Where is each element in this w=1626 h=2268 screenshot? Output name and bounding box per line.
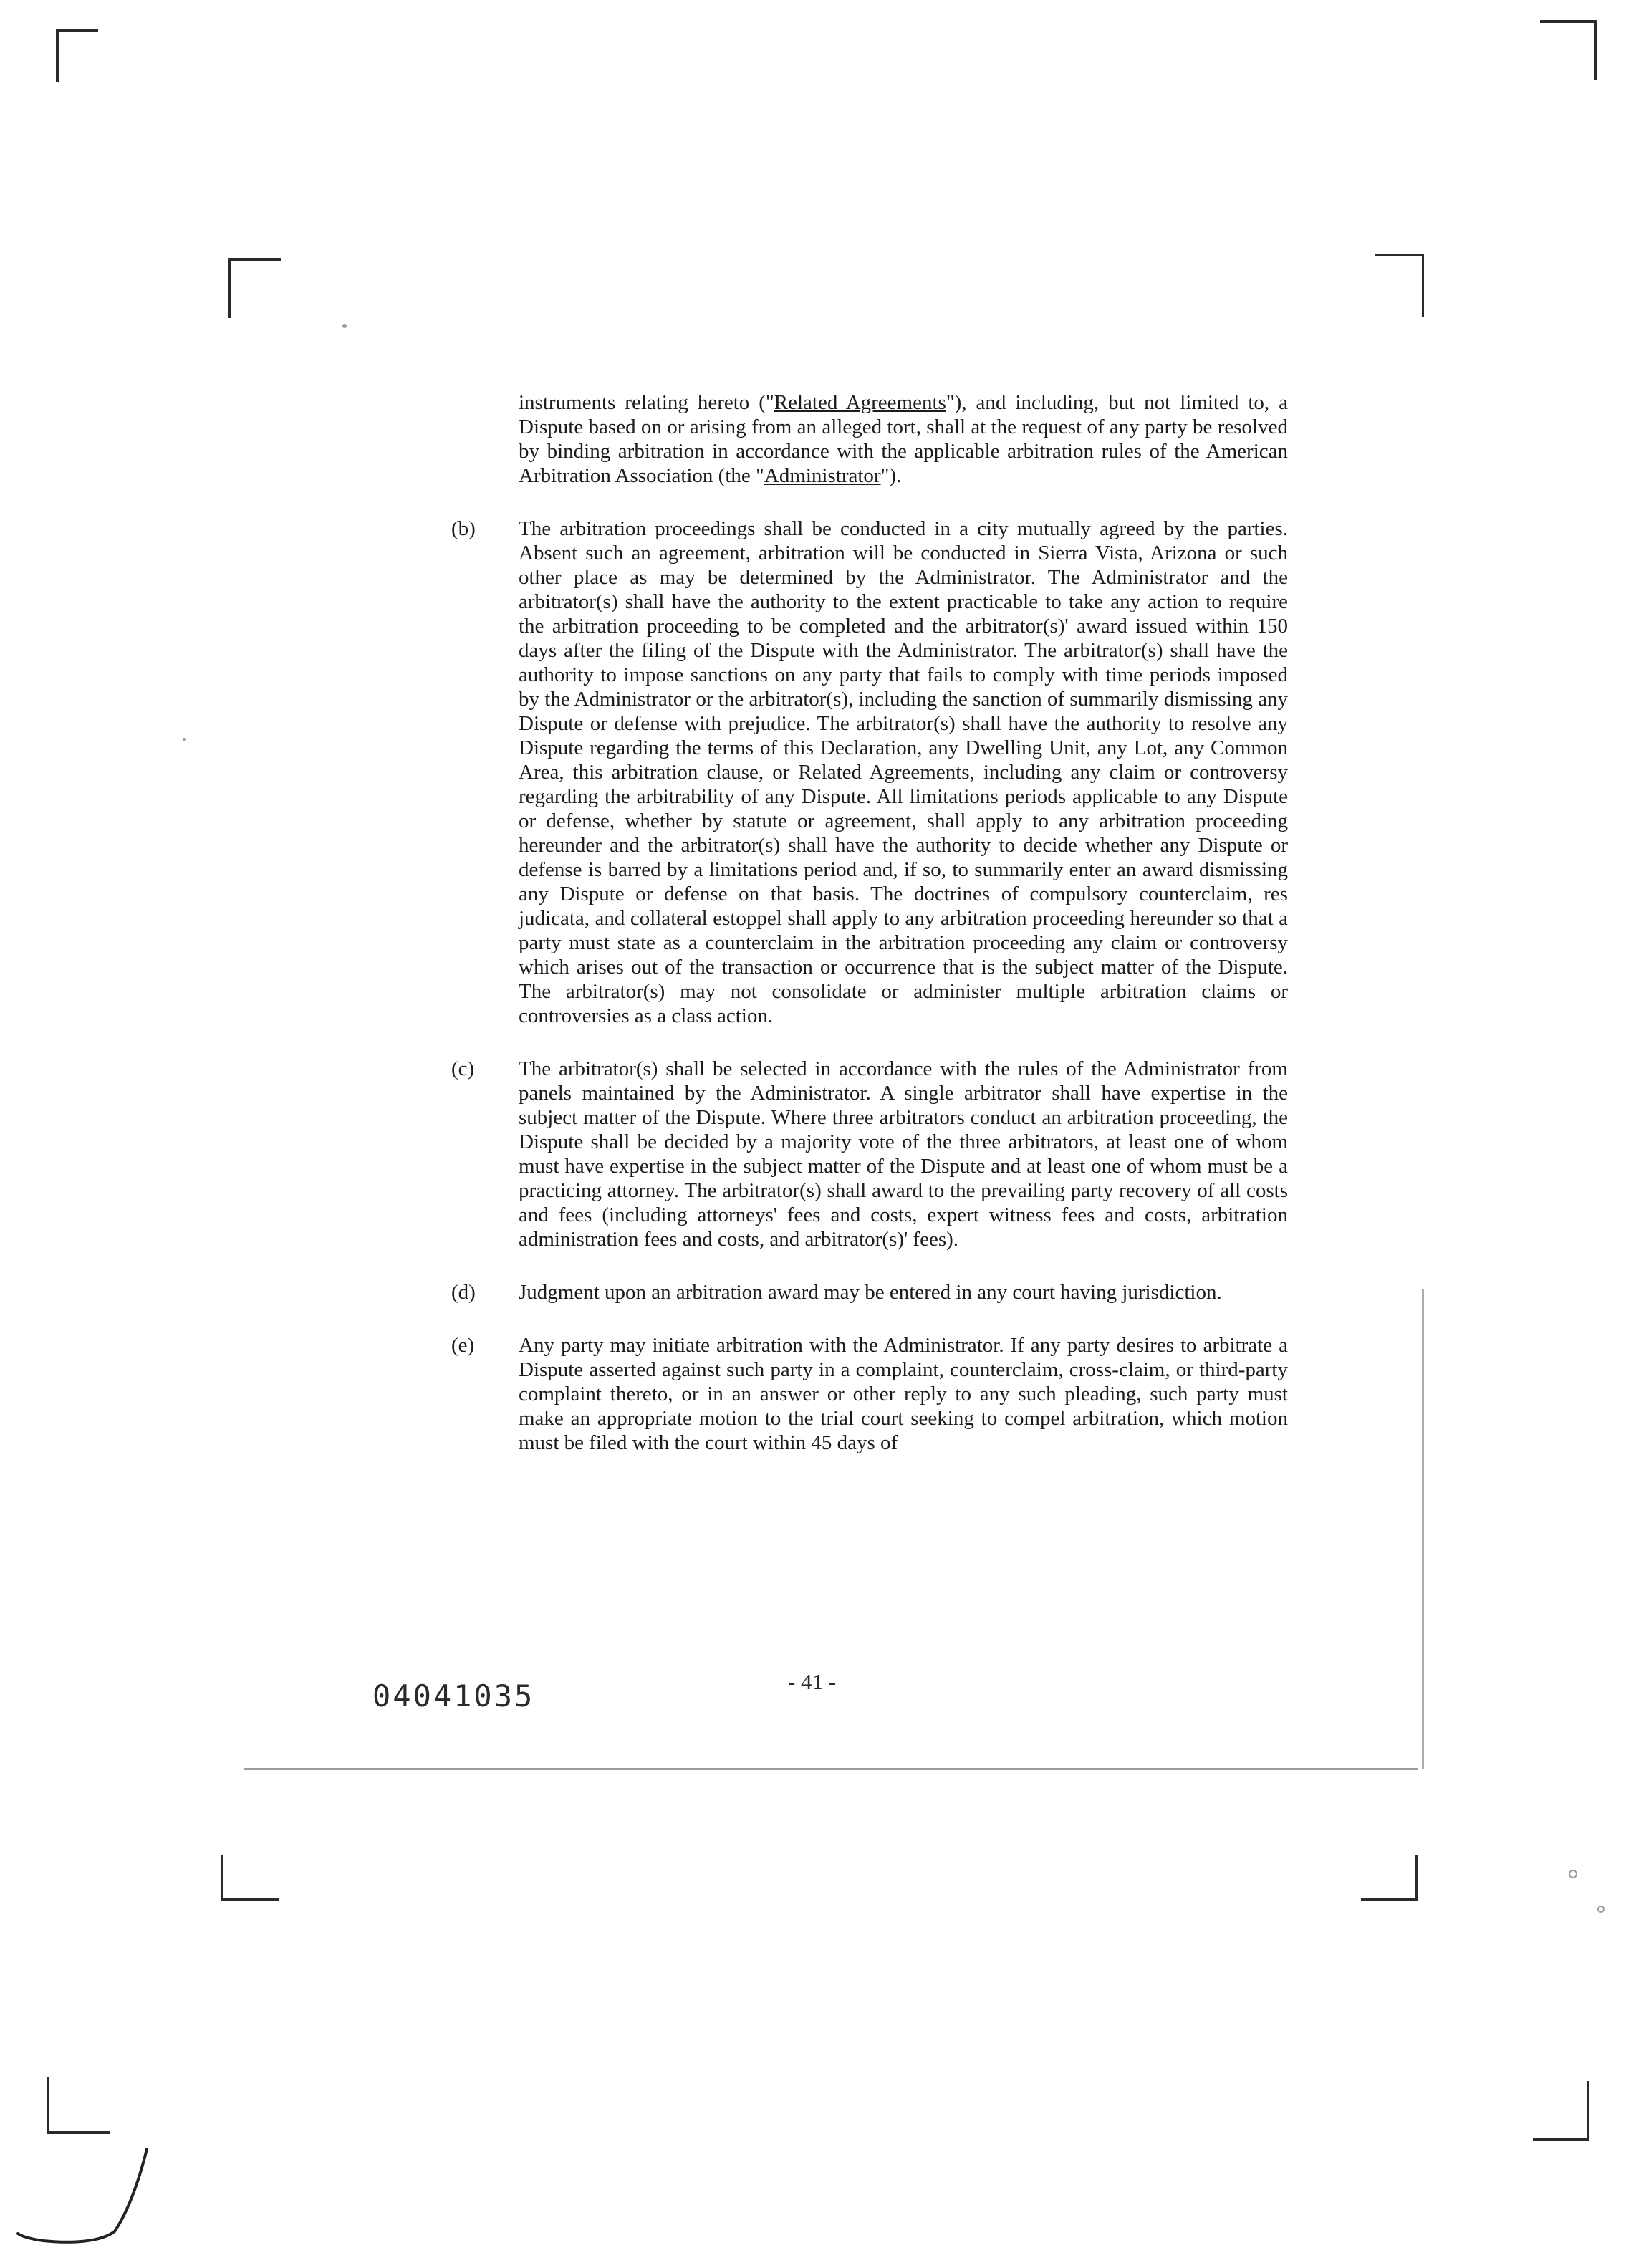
scan-speck (183, 738, 186, 741)
clause-item (444, 516, 1288, 1028)
clause-text: The arbitration proceedings shall be conducted in a city mutually agreed by the parties. Absent such an agreement, arbitration will be conducted in Sierra Vista, Arizona or such other place as may be determined by the Administrator. The Administrator and the arbitrator(s) shall have the authority to the extent practicable to take any action to require the arbitration proceeding to be completed and the arbitrator(s)' award issued within 150 days after the filing of the Dispute with the Administrator. The arbitrator(s) shall have the authority to impose sanctions on any party that fails to comply with time periods imposed by the Administrator or the arbitrator(s), including the sanction of summarily dismissing any Dispute or defense with prejudice. The arbitrator(s) shall have the authority to resolve any Dispute regarding the terms of this Declaration, any Dwelling Unit, any Lot, any Common Area, this arbitration clause, or Related Agreements, including any claim or controversy regarding the arbitrability of any Dispute. All limitations periods applicable to any Dispute or defense, whether by statute or agreement, shall apply to any arbitration proceeding hereunder and the arbitrator(s) shall have the authority to decide whether any Dispute or defense is barred by a limitations period and, if so, to summarily enter an award dismissing any Dispute or defense on that basis. The doctrines of compulsory counterclaim, res judicata, and collateral estoppel shall apply to any arbitration proceeding hereunder so that a party must state as a counterclaim in the arbitration proceeding any claim or controversy which arises out of the transaction or occurrence that is the subject matter of the Dispute. The arbitrator(s) may not consolidate or administer multiple arbitration claims or controversies as a class action. (519, 517, 1288, 1027)
crop-mark-top-left (56, 29, 98, 82)
page-corner-top-left (228, 258, 281, 318)
scan-line-bottom (244, 1768, 1418, 1770)
document-body (444, 390, 1288, 1484)
clause-text: Judgment upon an arbitration award may be entered in any court having jurisdiction. (519, 1281, 1222, 1304)
clause-item (444, 1280, 1288, 1304)
intro-text: "). (880, 464, 902, 487)
clause-label: (d) (451, 1281, 476, 1304)
page-corner-top-right (1375, 254, 1424, 317)
clause-item (444, 1333, 1288, 1455)
clause-item (444, 1057, 1288, 1251)
clause-label: (b) (451, 517, 476, 540)
clause-label: (e) (451, 1334, 475, 1357)
page-number: - 41 - (788, 1669, 837, 1694)
administrator-term: Administrator (764, 464, 881, 487)
scan-speck (1569, 1870, 1577, 1878)
document-number: 04041035 (372, 1678, 535, 1714)
intro-text: "), and including, but not limited to, a Dispute based on or arising from an alleged tort, shall at the request of any party be resolved by binding arbitration in accordance with the applicable arbitration rules of the American Arbitration Association (the " (519, 391, 1288, 487)
page-corner-bottom-right (1361, 1855, 1418, 1901)
related-agreements-term: Related Agreements (774, 391, 946, 414)
intro-text: instruments relating hereto (" (519, 391, 774, 414)
clause-text: The arbitrator(s) shall be selected in accordance with the rules of the Administrator from panels maintained by the Administrator. A single arbitrator shall have expertise in the subject matter of the Dispute. Where three arbitrators conduct an arbitration proceeding, the Dispute shall be decided by a majority vote of the three arbitrators, at least one of whom must have expertise in the subject matter of the Dispute and at least one of whom must be a practicing attorney. The arbitrator(s) shall award to the prevailing party recovery of all costs and fees (including attorneys' fees and costs, expert witness fees and costs, arbitration administration fees and costs, and arbitrator(s)' fees). (519, 1057, 1288, 1251)
intro-paragraph (519, 390, 1288, 488)
page-corner-bottom-left (221, 1855, 279, 1901)
crop-mark-bottom-left (47, 2077, 110, 2134)
scan-speck (1597, 1906, 1605, 1913)
scan-line-right (1422, 1289, 1424, 1769)
crop-mark-top-right (1540, 20, 1597, 80)
scan-speck (342, 324, 347, 328)
crop-mark-bottom-right (1533, 2081, 1589, 2141)
clause-text: Any party may initiate arbitration with the Administrator. If any party desires to arbitrate a Dispute asserted against such party in a complaint, counterclaim, cross-claim, or third-party complaint thereto, or in an answer or other reply to any such pleading, such party must make an appropriate motion to the trial court seeking to compel arbitration, which motion must be filed with the court within 45 days of (519, 1334, 1288, 1454)
clause-label: (c) (451, 1057, 475, 1080)
handwritten-mark (14, 2142, 158, 2249)
